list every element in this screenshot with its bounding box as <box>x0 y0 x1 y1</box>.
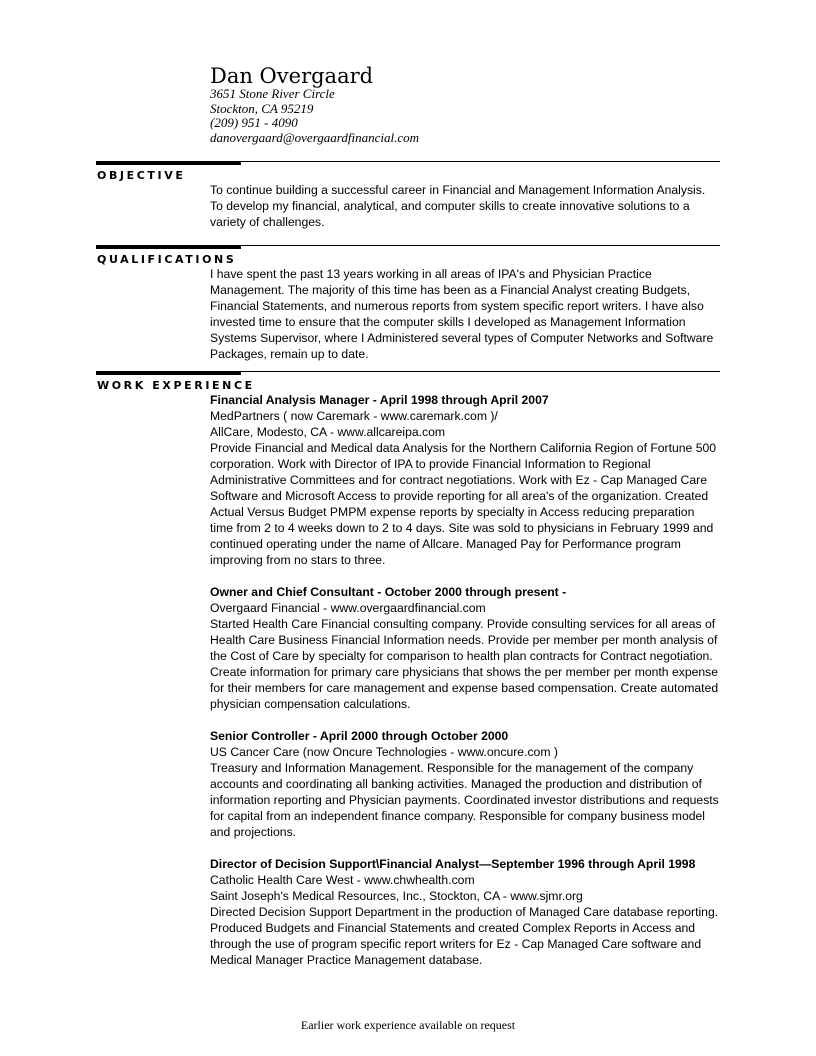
section-marker-qualifications <box>96 245 241 249</box>
phone-number: (209) 951 - 4090 <box>210 115 298 130</box>
job-description: Provide Financial and Medical data Analysis for the Northern California Region of Fortune 500 corporation. Work with Director of IPA to provide Financial Information to Regional Administrative Committees and for contract negotiations. Work with Ez - Cap Managed Care Software and Microsoft Access to provide reporting for all area's of the organization. Created Actual Versus Budget PMPM expense reports by specialty in Access reducing preparation time from 2 to 4 weeks down to 2 to 4 days. Site was sold to physicians in February 1999 and continued operating under the name of Allcare. Managed Pay for Performance program improving from no stars to three. <box>210 441 717 567</box>
employer-line: Saint Joseph's Medical Resources, Inc., Stockton, CA - www.sjmr.org <box>210 889 583 903</box>
footer-text: Earlier work experience available on request <box>300 1018 516 1032</box>
section-marker-objective <box>96 161 241 165</box>
qualifications-paragraph: I have spent the past 13 years working in all areas of IPA's and Physician Practice Management. The majority of this time has been as a Financial Analyst creating Budgets, Financial Statements, and numerous reports from system specific report writers. I have also invested time to ensure that the computer skills I developed as Management Information Systems Supervisor, where I Administered several types of Computer Networks and Software Packages, remain up to date. <box>210 267 714 361</box>
employer-line: MedPartners ( now Caremark - www.caremark.com )/ <box>210 409 498 423</box>
job-title: Financial Analysis Manager - April 1998 through April 2007 <box>210 393 549 407</box>
job-entry <box>210 392 720 568</box>
address-street: 3651 Stone River Circle <box>210 86 335 101</box>
job-description: Started Health Care Financial consulting company. Provide consulting services for all areas of Health Care Business Financial Information needs. Provide per member per month analysis of the Cost of Care by specialty for comparison to health plan contracts for Contract negotiation. Create information for primary care physicians that shows the per member per month expense for their members for care management and expense based compensation. Create automated physician compensation calculations. <box>210 617 719 711</box>
job-title: Owner and Chief Consultant - October 2000 through present - <box>210 585 567 599</box>
section-title-work-experience: WORK EXPERIENCE <box>97 379 255 392</box>
qualifications-text <box>210 266 720 362</box>
address-city: Stockton, CA 95219 <box>210 100 314 116</box>
section-marker-work <box>96 371 241 375</box>
job-title: Senior Controller - April 2000 through October 2000 <box>210 729 509 743</box>
resume-name: Dan Overgaard <box>210 64 374 88</box>
job-entry <box>210 584 720 712</box>
job-description: Treasury and Information Management. Responsible for the management of the company accounts and coordinating all banking activities. Managed the production and distribution of information reporting and Physician payments. Coordinated investor distributions and requests for capital from an independent finance company. Responsible for company business model and projections. <box>210 761 719 839</box>
work-experience-list <box>210 392 720 984</box>
job-entry <box>210 856 720 968</box>
contact-block <box>210 87 419 145</box>
section-title-qualifications: QUALIFICATIONS <box>97 253 237 266</box>
job-description: Directed Decision Support Department in the production of Managed Care database reporting. Produced Budgets and Financial Statements and created Complex Reports in Access and through the use of program specific report writers for Ez - Cap Managed Care software and Medical Manager Practice Management database. <box>210 905 719 967</box>
employer-line: Catholic Health Care West - www.chwhealth.com <box>210 873 475 887</box>
section-title-objective: OBJECTIVE <box>97 169 186 182</box>
employer-line: Overgaard Financial - www.overgaardfinancial.com <box>210 601 486 615</box>
job-entry <box>210 728 720 840</box>
employer-line: AllCare, Modesto, CA - www.allcareipa.com <box>210 425 446 439</box>
objective-paragraph: To continue building a successful career in Financial and Management Information Analysis. To develop my financial, analytical, and computer skills to create innovative solutions to a variety of challenges. <box>210 183 706 229</box>
employer-line: US Cancer Care (now Oncure Technologies - www.oncure.com ) <box>210 745 558 759</box>
objective-text <box>210 182 720 230</box>
email-address: danovergaard@overgaardfinancial.com <box>210 129 419 145</box>
job-title: Director of Decision Support\Financial Analyst—September 1996 through April 1998 <box>210 857 696 871</box>
footer-note <box>0 1018 816 1033</box>
